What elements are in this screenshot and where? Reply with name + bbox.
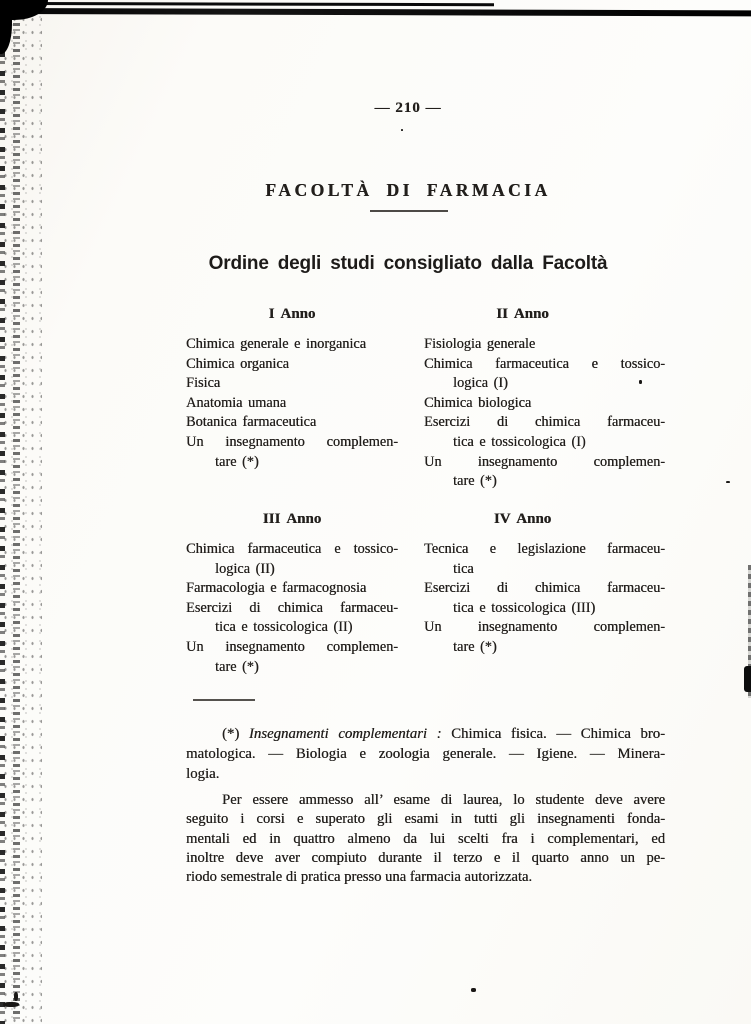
course-line: Chimica farmaceutica e tossico- (186, 541, 398, 557)
course-line: Chimica generale e inorganica (186, 336, 366, 352)
course-line: Fisica (186, 375, 221, 392)
paragraph-line: Per essere ammesso all’ esame di laurea, lo studente deve avere (222, 792, 665, 808)
paragraph-line: seguito i corsi e superato gli esami in tutti gli insegnamenti fonda- (186, 811, 665, 828)
course-line: Anatomia umana (186, 394, 287, 411)
footnote-marker: (*) (222, 726, 249, 742)
course-line: Tecnica e legislazione farmaceu- (424, 541, 665, 557)
year-column-3 (186, 510, 398, 677)
scan-top-edge-line (26, 2, 494, 6)
scan-speck (14, 992, 18, 1001)
course-line: Un insegnamento complemen- (186, 638, 398, 655)
course-item (186, 638, 398, 677)
year-heading: I Anno (268, 306, 316, 322)
year-column-1 (186, 305, 398, 492)
study-plan-row-2 (186, 510, 665, 677)
course-item (424, 540, 665, 579)
scan-speck (471, 988, 476, 992)
course-line: Un insegnamento complemen- (424, 619, 665, 636)
footnote-line (186, 725, 665, 745)
footnote (186, 725, 665, 784)
year-heading: IV Anno (493, 511, 552, 527)
course-line: tica (453, 560, 474, 577)
course-item (186, 394, 398, 414)
course-item (186, 540, 398, 579)
footnote-italic-label: Insegnamenti complementari : (248, 726, 442, 742)
course-line: tica e tossicologica (I) (453, 433, 586, 450)
course-line: tica e tossicologica (II) (215, 619, 353, 636)
scan-binding-edge-inner (13, 10, 20, 1024)
course-line: Un insegnamento complemen- (424, 453, 665, 470)
course-item (186, 374, 398, 394)
course-line: tare (*) (453, 638, 497, 655)
scan-top-edge-band (10, 8, 751, 16)
study-plan-row-1 (186, 305, 665, 492)
course-line: Chimica organica (186, 355, 289, 372)
course-item (186, 413, 398, 433)
course-line: Esercizi di chimica farmaceu- (186, 599, 398, 616)
scan-speck (3, 1002, 19, 1007)
footnote-line: matologica. — Biologia e zoologia generale. — Igiene. — Minera- (186, 745, 665, 762)
course-item (424, 618, 665, 657)
scan-speck (726, 481, 730, 483)
course-item (424, 453, 665, 492)
course-line: logica (I) (453, 375, 508, 392)
course-item (186, 579, 398, 599)
scan-binding-edge (0, 14, 5, 1024)
course-line: Un insegnamento complemen- (186, 433, 398, 450)
course-line: Esercizi di chimica farmaceu- (424, 414, 665, 431)
scan-binding-speckles (0, 0, 42, 1024)
scan-right-blob (744, 666, 751, 692)
page-number: — 210 — (374, 100, 442, 116)
course-item (424, 579, 665, 618)
course-item (186, 335, 398, 355)
course-item (424, 394, 665, 414)
page-subtitle: Ordine degli studi consigliato dalla Facoltà (208, 253, 608, 274)
year-heading: III Anno (262, 511, 322, 527)
course-line: logica (II) (215, 560, 275, 577)
scan-speck (401, 129, 403, 131)
course-line: Chimica biologica (424, 394, 532, 411)
year-column-4 (424, 510, 665, 677)
course-line: Botanica farmaceutica (186, 414, 317, 431)
footnote-rule (193, 699, 255, 701)
course-line: Fisiologia generale (424, 336, 536, 352)
admission-paragraph (186, 791, 665, 887)
course-line: tare (*) (215, 453, 259, 470)
course-line: tare (*) (453, 473, 497, 490)
course-item (186, 355, 398, 375)
paragraph-line: inoltre deve aver compiuto durante il terzo e il quarto anno un pe- (186, 849, 665, 866)
course-line: tica e tossicologica (III) (453, 599, 596, 616)
year-column-2 (424, 305, 665, 492)
course-item (424, 413, 665, 452)
title-underline (370, 210, 448, 212)
paragraph-line: mentali ed in quattro almeno da lui scelti fra i complementari, ed (186, 830, 665, 847)
year-heading: II Anno (496, 306, 549, 322)
paragraph-line: riodo semestrale di pratica presso una farmacia autorizzata. (186, 869, 533, 886)
course-item (424, 355, 665, 394)
footnote-line: logia. (186, 765, 220, 782)
course-item (186, 599, 398, 638)
course-item (424, 335, 665, 355)
course-line: Farmacologia e farmacognosia (186, 580, 367, 597)
footnote-text: Chimica fisica. — Chimica bro- (441, 726, 665, 742)
course-line: Esercizi di chimica farmaceu- (424, 580, 665, 597)
course-line: tare (*) (215, 658, 259, 675)
course-line: Chimica farmaceutica e tossico- (424, 355, 665, 372)
page-title: FACOLTÀ DI FARMACIA (265, 180, 551, 200)
course-item (186, 433, 398, 472)
